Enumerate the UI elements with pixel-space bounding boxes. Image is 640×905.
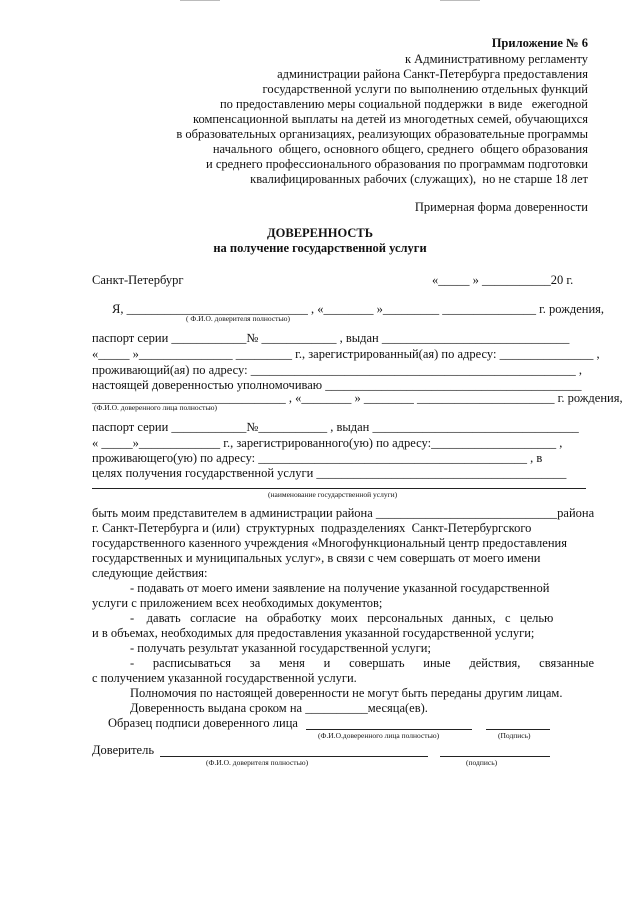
term-line: Доверенность выдана сроком на __________месяца(ев). bbox=[130, 701, 428, 715]
body-line: государственных и муниципальных услуг», в связи с чем совершать от моего имени bbox=[92, 551, 541, 565]
principal-signature-label: Доверитель bbox=[92, 743, 155, 757]
scan-artifact bbox=[180, 0, 220, 4]
sample-sign-caption: (Подпись) bbox=[498, 731, 531, 740]
service-name-caption: (наименование государственной услуги) bbox=[268, 490, 398, 499]
action-item-cont: услуги с приложением всех необходимых документов; bbox=[92, 596, 383, 610]
agent-residence-field: проживающего(ую) по адресу: ___________________________________________ , в bbox=[92, 451, 543, 465]
principal-passport-field: паспорт серии ____________№ ____________ , выдан ______________________________ bbox=[92, 331, 570, 345]
action-item-cont: и в объемах, необходимых для предоставления указанной государственной услуги; bbox=[92, 626, 535, 640]
action-item-cont: с получением указанной государственной услуги. bbox=[92, 671, 357, 685]
principal-name-underline bbox=[160, 756, 428, 757]
document-subtitle: на получение государственной услуги bbox=[213, 241, 427, 255]
body-line: следующие действия: bbox=[92, 566, 208, 580]
header-line: и среднего профессионального образования по программам подготовки bbox=[206, 157, 588, 171]
header-line: квалифицированных рабочих (служащих), но не старше 18 лет bbox=[250, 172, 588, 186]
date-field: «_____ » ___________20 г. bbox=[432, 273, 574, 287]
principal-sign-underline bbox=[440, 756, 550, 757]
service-name-underline bbox=[92, 488, 586, 489]
agent-name-field: _______________________________ , «________ » ________ ______________________ г. рождения, bbox=[92, 391, 623, 405]
header-line: к Административному регламенту bbox=[404, 52, 588, 66]
sample-name-caption: (Ф.И.О.доверенного лица полностью) bbox=[318, 731, 440, 740]
principal-name-caption: (Ф.И.О. доверителя полностью) bbox=[206, 758, 309, 767]
sample-name-underline bbox=[306, 729, 472, 730]
document-title: ДОВЕРЕННОСТЬ bbox=[267, 226, 373, 240]
header-line: компенсационной выплаты на детей из многодетных семей, обучающихся bbox=[193, 112, 588, 126]
sample-signature-label: Образец подписи доверенного лица bbox=[108, 716, 298, 730]
header-line: в образовательных организациях, реализующих образовательные программы bbox=[176, 127, 588, 141]
header-line: по предоставлению меры социальной поддержки в виде ежегодной bbox=[219, 97, 588, 111]
principal-residence-field: проживающий(ая) по адресу: ____________________________________________________ , bbox=[92, 363, 582, 377]
principal-sign-caption: (подпись) bbox=[466, 758, 498, 767]
principal-registration-field: «_____ »_______________ _________ г., зарегистрированный(ая) по адресу: _______________ , bbox=[92, 347, 600, 361]
sample-sign-underline bbox=[486, 729, 550, 730]
header-line: администрации района Санкт-Петербурга предоставления bbox=[277, 67, 588, 81]
agent-registration-field: « _____»_____________ г., зарегистрированного(ую) по адресу:____________________ , bbox=[92, 436, 563, 450]
appendix-title: Приложение № 6 bbox=[491, 36, 588, 50]
scan-artifact bbox=[440, 0, 480, 4]
city: Санкт-Петербург bbox=[92, 273, 184, 287]
action-item: - давать согласие на обработку моих персональных данных, с целью bbox=[130, 611, 554, 625]
header-line: государственной услуги по выполнению отдельных функций bbox=[262, 82, 588, 96]
agent-passport-field: паспорт серии ____________№___________ , выдан _________________________________ bbox=[92, 420, 579, 434]
authorize-line: настоящей доверенностью уполномочиваю _________________________________________ bbox=[92, 378, 582, 392]
principal-name-field: Я, _____________________________ , «________ »_________ _______________ г. рождения, bbox=[112, 302, 605, 316]
body-line: г. Санкт-Петербурга и (или) структурных подразделениях Санкт-Петербургского bbox=[92, 521, 532, 535]
body-line: государственного казенного учреждения «Многофункциональный центр предоставления bbox=[92, 536, 567, 550]
form-note: Примерная форма доверенности bbox=[414, 200, 588, 214]
action-item: - получать результат указанной государственной услуги; bbox=[130, 641, 431, 655]
no-transfer-note: Полномочия по настоящей доверенности не могут быть переданы другим лицам. bbox=[130, 686, 563, 700]
agent-name-caption: (Ф.И.О. доверенного лица полностью) bbox=[94, 403, 217, 412]
body-line: быть моим представителем в администрации района _____________________________района bbox=[92, 506, 595, 520]
principal-name-caption: ( Ф.И.О. доверителя полностью) bbox=[186, 314, 290, 323]
service-purpose-line: целях получения государственной услуги ________________________________________ bbox=[92, 466, 567, 480]
action-item: - подавать от моего имени заявление на получение указанной государственной bbox=[130, 581, 550, 595]
header-line: начального общего, основного общего, среднего общего образования bbox=[212, 142, 588, 156]
action-item: - расписываться за меня и совершать иные действия, связанные bbox=[130, 656, 595, 670]
